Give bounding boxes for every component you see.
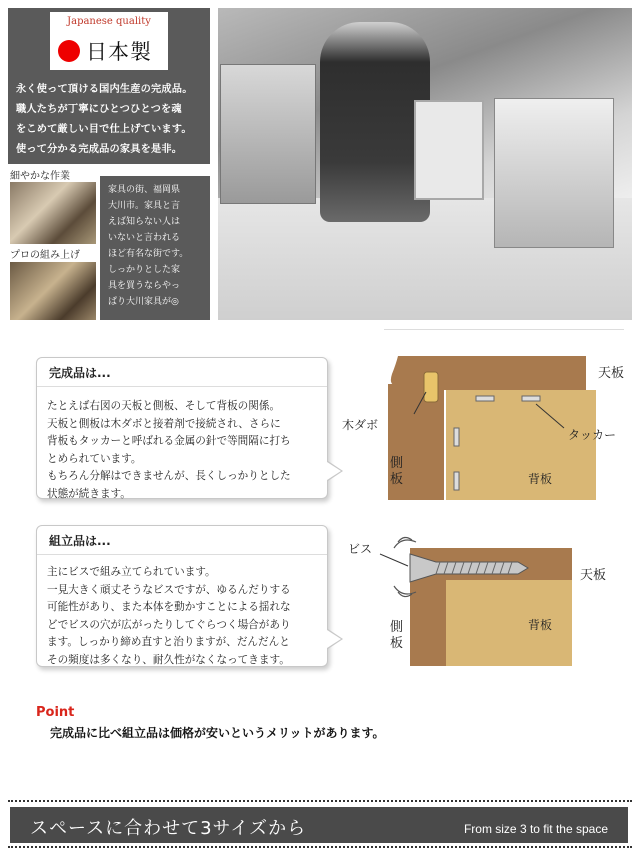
back-board-shape: [446, 390, 596, 500]
side-line: 具を買うならやっ: [108, 281, 181, 291]
assembled-line: どでビスの穴が広がったりしてぐらつく場合があり: [47, 618, 291, 631]
banner-title-ja: スペースに合わせて3サイズから: [30, 818, 307, 839]
finished-line: 状態が続きます。: [47, 487, 131, 500]
assembled-line: 可能性があり、また本体を動かすことによる揺れな: [47, 601, 291, 613]
craft-work-photo: [10, 182, 96, 244]
assembled-line: 主にビスで組み立てられています。: [47, 566, 216, 578]
finished-line: 背板もタッカーと呼ばれる金属の針で等間隔に打ち: [47, 435, 291, 447]
intro-line: をこめて厳しい目で仕上げています。: [16, 124, 192, 135]
dowel-shape: [424, 372, 438, 402]
assembled-title: 組立品は...: [49, 534, 111, 548]
back-board-label: 背板: [528, 472, 553, 486]
side-line: 家具の街、福岡県: [108, 185, 181, 195]
back-board-label: 背板: [528, 618, 553, 632]
finished-line: とめられています。: [47, 452, 142, 465]
top-board-label: 天板: [598, 366, 625, 381]
assembly-photo: [10, 262, 96, 320]
assembled-line: ます。しっかり締め直すと治りますが、だんだんと: [47, 636, 290, 648]
intro-panel: [8, 8, 210, 320]
point-text: 完成品に比べ組立品は価格が安いというメリットがあります。: [50, 726, 385, 740]
assembled-diagram-svg: [336, 530, 636, 670]
intro-line: 永く使って頂ける国内生産の完成品。: [16, 84, 193, 95]
japan-quality-badge: [50, 12, 168, 70]
dowel-label: 木ダボ: [342, 418, 379, 432]
side-line: しっかりとした家: [108, 265, 181, 275]
side-board-label: 側 板: [390, 456, 404, 487]
hero-section: [8, 8, 632, 320]
top-board-shape: [391, 356, 586, 390]
tacker-shape: [454, 472, 459, 490]
back-board-shape: [446, 580, 572, 666]
bubble-divider: [37, 554, 327, 555]
assembled-product-bubble: [36, 525, 328, 667]
okawa-description: [108, 182, 206, 310]
assembled-line: その頻度は多くなり、耐久性がなくなってきます。: [47, 653, 290, 666]
photo-drawer-cabinet: [220, 64, 316, 204]
banner-title-en: From size 3 to fit the space: [463, 822, 608, 836]
banner-bar: [10, 807, 628, 843]
okawa-description-box: [100, 176, 210, 320]
screw-label: ビス: [348, 542, 373, 556]
intro-line: 使って分かる完成品の家具を是非。: [16, 144, 183, 155]
point-heading: Point: [36, 705, 75, 720]
finished-diagram: [336, 344, 636, 504]
assembled-diagram: [336, 530, 636, 670]
photo-cabinet: [494, 98, 614, 248]
badge-title: 日本製: [86, 40, 152, 64]
top-board-label: 天板: [580, 568, 607, 583]
side-line: ぱり大川家具が◎: [108, 297, 179, 307]
finished-text: [47, 398, 329, 503]
badge-subtitle: Japanese quality: [67, 16, 151, 27]
tacker-shape: [454, 428, 459, 446]
size-banner: [8, 800, 632, 848]
divider: [384, 329, 624, 330]
finished-line: たとえば右図の天板と側板、そして背板の関係。: [47, 400, 281, 412]
screw-leader: [380, 554, 408, 566]
workshop-photo: [218, 8, 632, 320]
intro-line: 職人たちが丁寧にひとつひとつを魂: [16, 104, 182, 115]
wobble-mark-icon: [394, 540, 416, 548]
thumbnail-caption: 細やかな作業: [10, 171, 70, 182]
side-line: ほど有名な街です。: [108, 249, 189, 259]
tacker-shape: [476, 396, 494, 401]
assembled-text: [47, 564, 329, 669]
finished-diagram-svg: [336, 344, 636, 504]
japan-flag-icon: [58, 40, 80, 62]
side-line: 大川市。家具と言: [108, 201, 181, 211]
photo-wooden-box: [414, 100, 484, 200]
thumbnail-caption: プロの組み上げ: [10, 250, 80, 261]
intro-text: [16, 80, 206, 160]
tacker-label: タッカー: [568, 428, 617, 442]
side-line: えば知らない人は: [108, 217, 181, 227]
finished-line: 天板と側板は木ダボと接着剤で接続され、さらに: [47, 417, 281, 430]
finished-title: 完成品は...: [49, 366, 111, 380]
side-board-label: 側 板: [390, 620, 404, 651]
finished-product-bubble: [36, 357, 328, 499]
tacker-shape: [522, 396, 540, 401]
finished-line: もちろん分解はできませんが、長くしっかりとした: [47, 470, 291, 482]
assembled-line: 一見大きく頑丈そうなビスですが、ゆるんだりする: [47, 583, 291, 596]
side-line: いないと言われる: [108, 233, 181, 243]
bubble-divider: [37, 386, 327, 387]
